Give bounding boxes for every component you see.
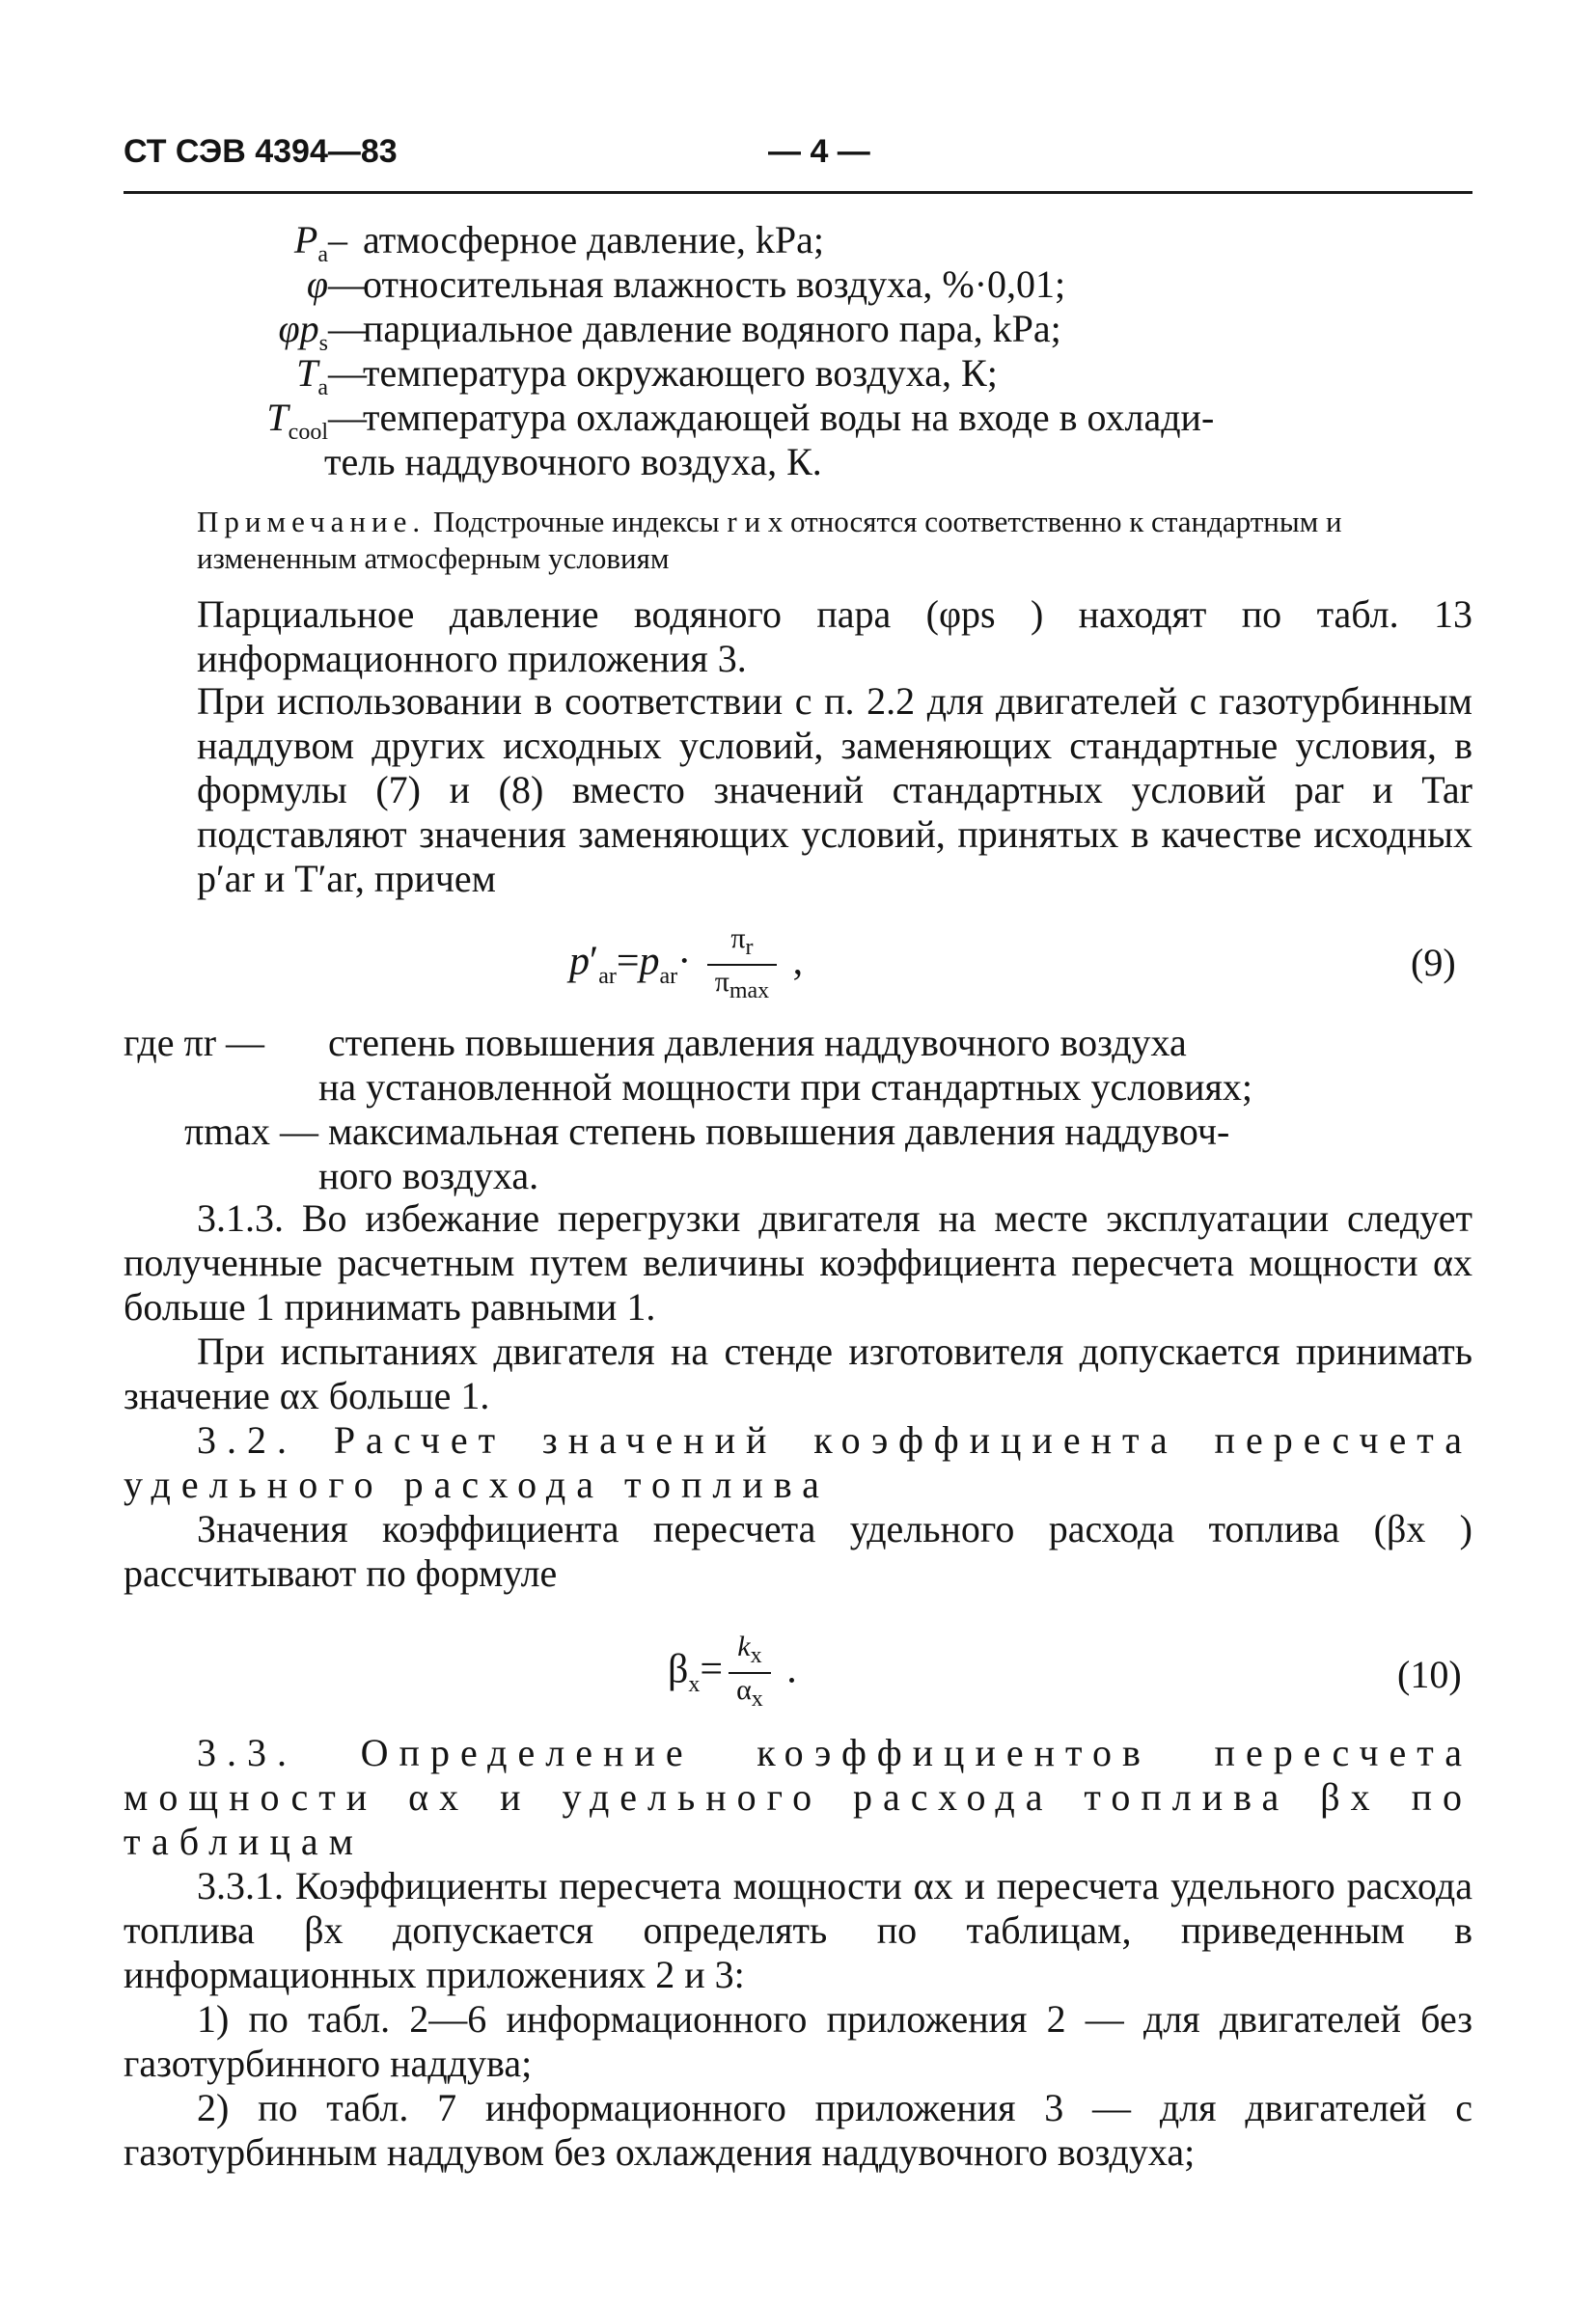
header-rule: [124, 191, 1472, 194]
where-pi-max: πmax — максимальная степень повышения давления наддувоч-: [183, 1110, 1230, 1153]
note: [197, 504, 1490, 577]
where-pi-r: где πr — степень повышения давления наддувочного воздуха: [124, 1021, 1187, 1064]
definition-text: парциальное давление водяного пара, kPa;: [363, 307, 1061, 350]
paragraph-3-1-3: 3.1.3. Во избежание перегрузки двигателя на месте эксплуатации следует полученные расчетным путем величины коэффициента пересчета мощности αx больше 1 принимать равными 1.: [124, 1196, 1472, 1329]
list-item-1: 1) по табл. 2—6 информационного приложения 2 — для двигателей без газотурбинного наддува;: [124, 1997, 1472, 2085]
definition-symbol: $T_{cool}$: [266, 396, 328, 445]
formula-9: $p'_{ar}=p_{ar}\cdot$ $\frac{\pi_r}{\pi_{max}}$ ,: [569, 922, 803, 1007]
section-3-3-title: 3.3. Определение коэффициентов пересчета мощности αx и удельного расхода топлива βx по таблицам: [124, 1731, 1472, 1863]
definition-phi: φ— относительная влажность воздуха, %·0,01;: [125, 262, 1476, 321]
definition-ta: $T_a—$ температура окружающего воздуха, К;: [125, 351, 1476, 410]
definition-text: температура охлаждающей воды на входе в охлади-: [363, 396, 1215, 439]
formula-10-number: (10): [1397, 1653, 1462, 1696]
where-pi-r-cont: на установленной мощности при стандартных условиях;: [318, 1065, 1253, 1109]
definition-text: относительная влажность воздуха, %·0,01;: [363, 262, 1066, 306]
formula-10-fraction: $\frac{k_x}{\alpha_x}$: [729, 1631, 771, 1715]
where-pi-max-cont: ного воздуха.: [318, 1154, 539, 1197]
definition-text: атмосферное давление, kPa;: [363, 218, 824, 261]
note-label: Примечание.: [197, 505, 427, 538]
definition-symbol: $P_a$: [293, 218, 328, 267]
paragraph-3-2: Значения коэффициента пересчета удельного расхода топлива (βx ) рассчитывают по формуле: [124, 1507, 1472, 1595]
definition-tcool: $T_{cool}—$ температура охлаждающей воды на входе в охлади-: [125, 396, 1476, 454]
definition-phi-ps: $\varphi p_s—$ парциальное давление водяного пара, kPa;: [125, 307, 1476, 366]
paragraph-partial-pressure: Парциальное давление водяного пара (φps ) находят по табл. 13 информационного приложения 3.: [197, 592, 1472, 680]
section-3-2-title: 3.2. Расчет значений коэффициента пересчета удельного расхода топлива: [124, 1418, 1472, 1506]
definition-symbol: $\varphi p_s$: [278, 307, 328, 356]
paragraph-3-1-3-test: При испытаниях двигателя на стенде изготовителя допускается принимать значение αx больше 1.: [124, 1330, 1472, 1417]
definition-symbol: φ: [306, 262, 328, 306]
doc-code: СТ СЭВ 4394—83: [124, 133, 398, 170]
definition-symbol: $T_a$: [296, 351, 328, 400]
page-header: [124, 133, 1472, 181]
formula-9-number: (9): [1411, 941, 1456, 984]
page-number: — 4 —: [768, 133, 870, 170]
definition-continuation: тель наддувочного воздуха, К.: [324, 440, 822, 483]
paragraph-turbo-conditions: При использовании в соответствии с п. 2.2 для двигателей с газотурбинным наддувом других исходных условий, заменяющих стандартные условия, в формулы (7) и (8) вместо значений стандартных условий par и Tar подставляют значения заменяющих условий, принятых в качестве исходных p′ar и T′ar, причем: [197, 679, 1472, 900]
formula-9-fraction: $\frac{\pi_r}{\pi_{max}}$: [707, 922, 777, 1007]
list-item-2: 2) по табл. 7 информационного приложения 3 — для двигателей с газотурбинным наддувом без охлаждения наддувочного воздуха;: [124, 2086, 1472, 2174]
formula-10: $\beta_x=$ $\frac{k_x}{\alpha_x}$ .: [668, 1631, 797, 1715]
paragraph-3-3-1: 3.3.1. Коэффициенты пересчета мощности αx и пересчета удельного расхода топлива βx допускается определять по таблицам, приведенным в информационных приложениях 2 и 3:: [124, 1864, 1472, 1996]
definition-pa: $P_a-$ атмосферное давление, kPa;: [125, 218, 1476, 277]
note-text: Подстрочные индексы r и x относятся соответственно к стандартным и измененным атмосферным условиям: [197, 505, 1342, 575]
definition-text: температура окружающего воздуха, К;: [363, 351, 998, 395]
